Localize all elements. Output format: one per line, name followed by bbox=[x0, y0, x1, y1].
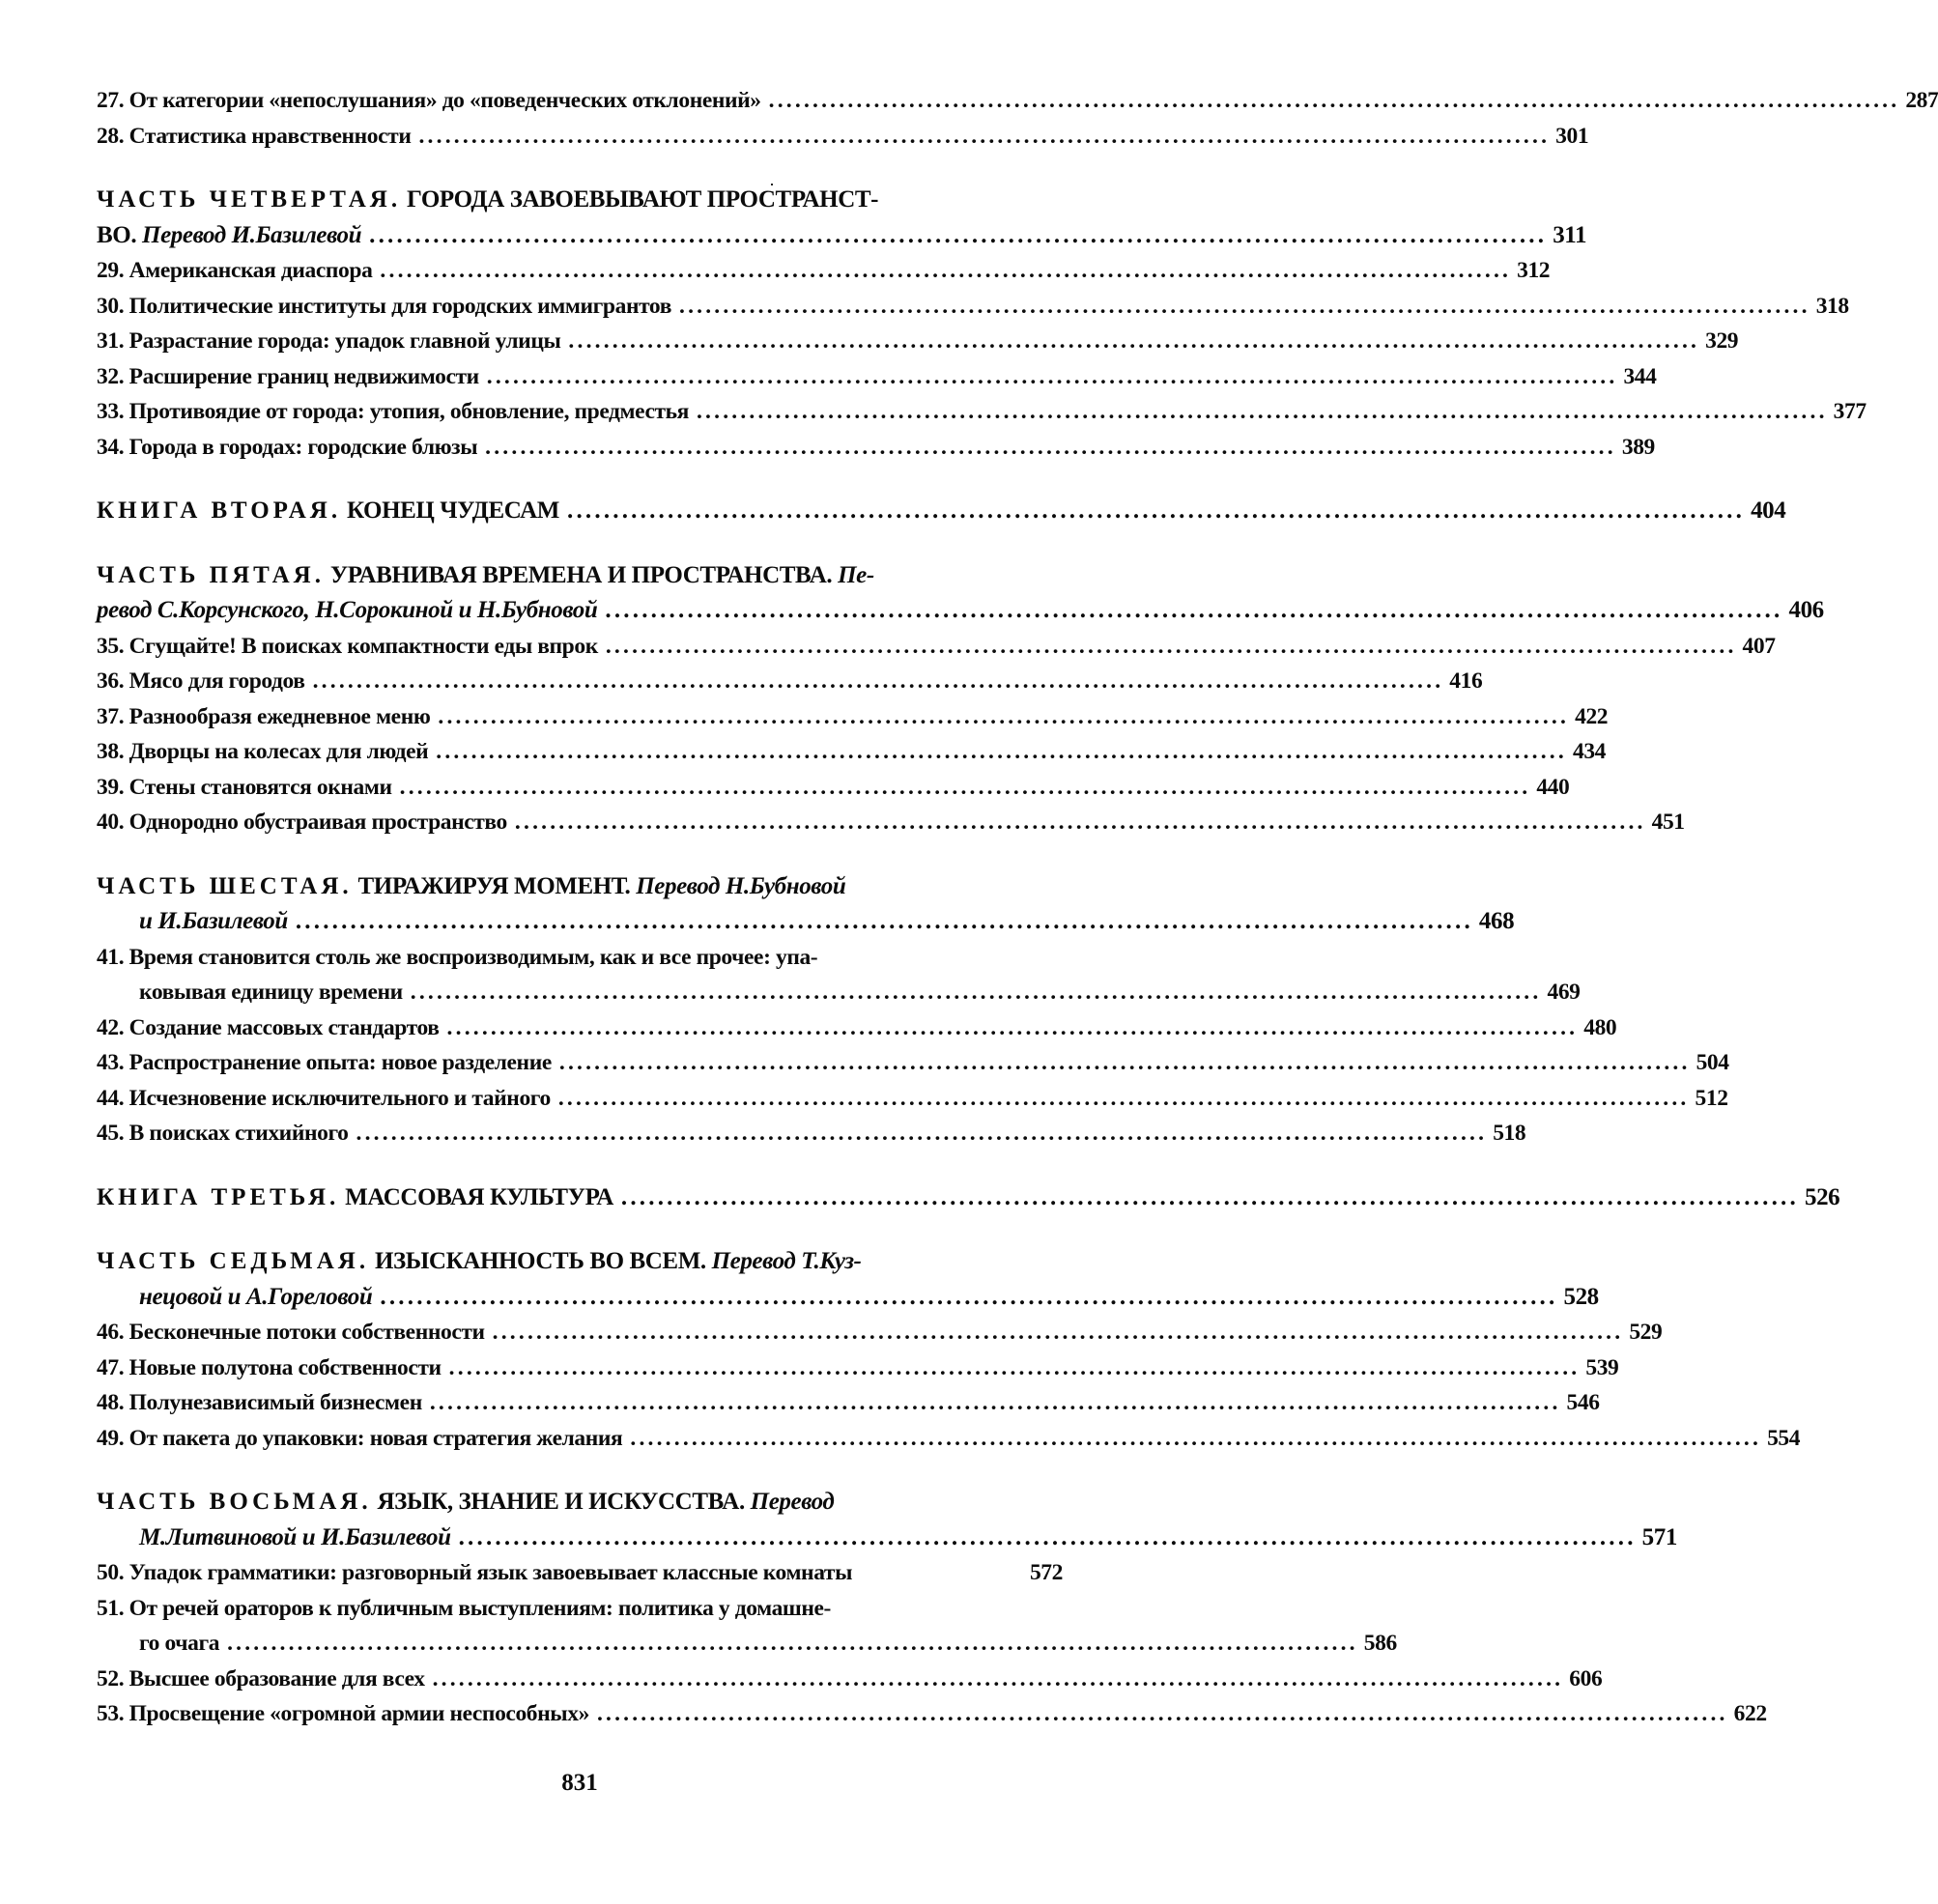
entry-page: 622 bbox=[1733, 1701, 1767, 1726]
part-label: ЧАСТЬ ЧЕТВЕРТАЯ. bbox=[97, 186, 402, 213]
entry-page: 407 bbox=[1742, 633, 1776, 659]
dot-leader: ................................................................................................................................. bbox=[558, 1050, 1691, 1075]
entry-page: 528 bbox=[1563, 1283, 1599, 1310]
entry-page: 318 bbox=[1815, 293, 1849, 319]
entry-title: 34. Города в городах: городские блюзы bbox=[97, 434, 478, 460]
part-title: УРАВНИВАЯ ВРЕМЕНА И ПРОСТРАНСТВА. bbox=[329, 561, 833, 588]
entry-page: 606 bbox=[1569, 1665, 1603, 1691]
book-title: КОНЕЦ ЧУДЕСАМ bbox=[346, 497, 560, 524]
dot-leader: ................................................................................................................................. bbox=[418, 123, 1551, 149]
entry-page: 311 bbox=[1553, 221, 1587, 248]
entry-page: 312 bbox=[1517, 258, 1551, 283]
book-heading-text bbox=[97, 1180, 613, 1216]
entry-title: 27. От категории «непослушания» до «поведенческих отклонений» bbox=[97, 88, 761, 113]
entry-page: 451 bbox=[1651, 810, 1685, 835]
dot-leader: ................................................................................................................................. bbox=[492, 1320, 1624, 1345]
translator: Перевод bbox=[750, 1489, 835, 1515]
part-heading-6[interactable] bbox=[97, 869, 1063, 905]
entry-page: 504 bbox=[1696, 1050, 1729, 1075]
entry-title: 47. Новые полутона собственности bbox=[97, 1354, 442, 1380]
toc-entry-39[interactable] bbox=[97, 770, 1570, 806]
toc-entry-31[interactable] bbox=[97, 324, 1739, 359]
dot-leader: ................................................................................................................................. bbox=[696, 399, 1828, 424]
dot-leader: ................................................................................................................................. bbox=[369, 221, 1548, 248]
toc-entry-40[interactable] bbox=[97, 805, 1685, 840]
toc-entry-53[interactable] bbox=[97, 1696, 1767, 1732]
book-label: КНИГА ТРЕТЬЯ. bbox=[97, 1183, 340, 1210]
toc-entry-35[interactable] bbox=[97, 629, 1776, 665]
book-heading-2[interactable] bbox=[97, 494, 1786, 529]
toc-entry-32[interactable] bbox=[97, 359, 1657, 395]
toc-entry-33[interactable] bbox=[97, 394, 1867, 430]
part-heading-8-cont[interactable] bbox=[97, 1520, 1677, 1556]
entry-page: 389 bbox=[1621, 434, 1655, 460]
translator-cont: М.Литвиновой и И.Базилевой bbox=[139, 1523, 451, 1550]
entry-title: 40. Однородно обустраивая пространство bbox=[97, 810, 507, 835]
dot-leader: ................................................................................................................................. bbox=[768, 88, 1900, 113]
entry-page: 546 bbox=[1566, 1390, 1600, 1415]
entry-title: 36. Мясо для городов bbox=[97, 668, 305, 694]
dot-leader: ................................................................................................................................. bbox=[486, 363, 1618, 389]
entry-title: 46. Бесконечные потоки собственности bbox=[97, 1320, 485, 1345]
toc-entry-46[interactable] bbox=[97, 1315, 1663, 1350]
entry-page: 480 bbox=[1583, 1014, 1617, 1040]
entry-title: 33. Противоядие от города: утопия, обновление, предместья bbox=[97, 399, 689, 424]
dot-leader: ................................................................................................................................. bbox=[630, 1425, 1762, 1451]
translator-cont: ревод С.Корсунского, Н.Сорокиной и Н.Бубновой bbox=[97, 597, 598, 623]
entry-title: 37. Разнообразя ежедневное меню bbox=[97, 703, 431, 729]
entry-title: 29. Американская диаспора bbox=[97, 258, 373, 283]
dot-leader: ................................................................................................................................. bbox=[410, 980, 1542, 1005]
toc-entry-49[interactable] bbox=[97, 1421, 1801, 1457]
dot-leader: ................................................................................................................................. bbox=[399, 774, 1531, 800]
dot-leader: ................................................................................................................................. bbox=[227, 1631, 1358, 1656]
part-label: ЧАСТЬ СЕДЬМАЯ. bbox=[97, 1248, 370, 1274]
entry-page: 344 bbox=[1623, 363, 1657, 389]
entry-title: 48. Полунезависимый бизнесмен bbox=[97, 1390, 422, 1415]
entry-title: 30. Политические институты для городских иммигрантов bbox=[97, 293, 671, 319]
dot-leader: ................................................................................................................................. bbox=[620, 1183, 1799, 1210]
entry-page: 404 bbox=[1751, 497, 1786, 524]
part-heading-5-cont[interactable] bbox=[97, 593, 1824, 629]
entry-page: 377 bbox=[1833, 399, 1867, 424]
entry-title: 50. Упадок грамматики: разговорный язык завоевывает классные комнаты bbox=[97, 1560, 853, 1585]
part-title: ЯЗЫК, ЗНАНИЕ И ИСКУССТВА. bbox=[377, 1489, 745, 1515]
entry-title: 41. Время становится столь же воспроизводимым, как и все прочее: упа- bbox=[97, 944, 818, 970]
toc-entry-48[interactable] bbox=[97, 1385, 1600, 1421]
entry-title-cont: ковывая единицу времени bbox=[139, 980, 403, 1005]
toc-entry-47[interactable] bbox=[97, 1350, 1619, 1386]
entry-page: 406 bbox=[1788, 597, 1824, 623]
dot-leader: ................................................................................................................................. bbox=[429, 1390, 1561, 1415]
dot-leader: ................................................................................................................................. bbox=[380, 1283, 1558, 1310]
entry-page: 329 bbox=[1705, 328, 1739, 354]
entry-page: 571 bbox=[1641, 1523, 1677, 1550]
translator: Пе- bbox=[838, 561, 874, 588]
dot-leader: ................................................................................................................................. bbox=[557, 1085, 1690, 1111]
toc-entry-43[interactable] bbox=[97, 1045, 1729, 1081]
entry-page: 469 bbox=[1547, 980, 1581, 1005]
toc-entry-38[interactable] bbox=[97, 734, 1607, 770]
dot-leader: ................................................................................................................................. bbox=[446, 1014, 1579, 1040]
part-heading-4-cont[interactable] bbox=[97, 218, 1587, 254]
entry-page: 539 bbox=[1585, 1354, 1619, 1380]
entry-title: 44. Исчезновение исключительного и тайного bbox=[97, 1085, 551, 1111]
part-heading-7[interactable] bbox=[97, 1244, 1063, 1280]
book-heading-3[interactable] bbox=[97, 1180, 1840, 1216]
dot-leader: ................................................................................................................................. bbox=[438, 703, 1570, 729]
dot-leader: ................................................................................................................................. bbox=[432, 1665, 1564, 1691]
toc-entry-37[interactable] bbox=[97, 699, 1609, 735]
entry-page: 512 bbox=[1695, 1085, 1728, 1111]
entry-title: 35. Сгущайте! В поисках компактности еды впрок bbox=[97, 633, 598, 659]
entry-title: 45. В поисках стихийного bbox=[97, 1121, 349, 1146]
entry-page: 529 bbox=[1629, 1320, 1663, 1345]
entry-page: 518 bbox=[1493, 1121, 1526, 1146]
entry-title: 38. Дворцы на колесах для людей bbox=[97, 739, 429, 764]
book-heading-text bbox=[97, 494, 559, 529]
entry-title: 51. От речей ораторов к публичным выступлениям: политика у домашне- bbox=[97, 1595, 831, 1621]
part-label: ЧАСТЬ ШЕСТАЯ. bbox=[97, 872, 353, 899]
dot-leader: ................................................................................................................................. bbox=[436, 739, 1567, 764]
toc-entry-27[interactable] bbox=[97, 83, 1938, 119]
translator: Перевод Н.Бубновой bbox=[636, 872, 846, 899]
part-title: ГОРОДА ЗАВОЕВЫВАЮТ ПРОСТРАНСТ- bbox=[406, 186, 879, 213]
entry-page: 468 bbox=[1478, 908, 1515, 934]
entry-title: 31. Разрастание города: упадок главной улицы bbox=[97, 328, 561, 354]
entry-page: 287 bbox=[1905, 88, 1938, 113]
dot-leader: ................................................................................................................................. bbox=[380, 258, 1512, 283]
dot-leader: ................................................................................................................................. bbox=[596, 1701, 1728, 1726]
entry-title: 49. От пакета до упаковки: новая стратегия желания bbox=[97, 1425, 623, 1451]
toc-entry-44[interactable] bbox=[97, 1081, 1728, 1117]
dot-leader: ................................................................................................................................. bbox=[458, 1523, 1637, 1550]
toc-entry-41[interactable] bbox=[97, 940, 1063, 976]
entry-title: 39. Стены становятся окнами bbox=[97, 774, 392, 800]
dot-leader: ................................................................................................................................. bbox=[312, 668, 1444, 694]
toc-entry-30[interactable] bbox=[97, 289, 1849, 325]
entry-title: 52. Высшее образование для всех bbox=[97, 1665, 425, 1691]
dot-leader: ................................................................................................................................. bbox=[679, 293, 1810, 319]
entry-page: 416 bbox=[1449, 668, 1483, 694]
toc-entry-51-cont[interactable] bbox=[97, 1626, 1397, 1662]
table-of-contents bbox=[97, 83, 1938, 1732]
toc-entry-51[interactable] bbox=[97, 1591, 1063, 1627]
part-title: ТИРАЖИРУЯ МОМЕНТ. bbox=[357, 872, 631, 899]
entry-title: 43. Распространение опыта: новое разделение bbox=[97, 1050, 552, 1075]
entry-page: 301 bbox=[1555, 123, 1589, 149]
translator-cont: нецовой и А.Гореловой bbox=[139, 1283, 373, 1310]
dot-leader: ................................................................................................................................. bbox=[356, 1121, 1488, 1146]
entry-title: 42. Создание массовых стандартов bbox=[97, 1014, 440, 1040]
part-label: ЧАСТЬ ВОСЬМАЯ. bbox=[97, 1489, 372, 1515]
toc-entry-34[interactable] bbox=[97, 430, 1655, 466]
entry-page: 434 bbox=[1572, 739, 1607, 764]
toc-entry-52[interactable] bbox=[97, 1662, 1603, 1697]
part-heading-6-cont[interactable] bbox=[97, 904, 1515, 940]
entry-page: 526 bbox=[1804, 1183, 1840, 1210]
part-label: ЧАСТЬ ПЯТАЯ. bbox=[97, 561, 325, 588]
dot-leader: ................................................................................................................................. bbox=[568, 328, 1700, 354]
part-heading-4[interactable] bbox=[97, 183, 1063, 218]
dot-leader: ................................................................................................................................. bbox=[485, 434, 1616, 460]
dot-leader: ................................................................................................................................. bbox=[605, 633, 1737, 659]
entry-title: 53. Просвещение «огромной армии неспособных» bbox=[97, 1701, 589, 1726]
part-heading-5[interactable] bbox=[97, 558, 1063, 594]
dot-leader: ................................................................................................................................. bbox=[605, 597, 1783, 623]
entry-page: 572 bbox=[1029, 1560, 1063, 1585]
entry-page: 554 bbox=[1767, 1425, 1801, 1451]
dot-leader: ................................................................................................................................. bbox=[514, 810, 1646, 835]
page-number: 831 bbox=[561, 1770, 598, 1796]
toc-entry-36[interactable] bbox=[97, 664, 1483, 699]
dot-leader: ................................................................................................................................. bbox=[448, 1354, 1581, 1380]
entry-title-cont: го очага bbox=[139, 1631, 220, 1656]
book-label: КНИГА ВТОРАЯ. bbox=[97, 497, 342, 524]
translator-cont: и И.Базилевой bbox=[139, 908, 288, 934]
toc-entry-42[interactable] bbox=[97, 1010, 1617, 1046]
entry-title: 32. Расширение границ недвижимости bbox=[97, 363, 479, 389]
translator: Перевод Т.Куз- bbox=[711, 1248, 862, 1274]
entry-page: 422 bbox=[1575, 703, 1609, 729]
translator: Перевод И.Базилевой bbox=[142, 221, 362, 248]
entry-title: 28. Статистика нравственности bbox=[97, 123, 412, 149]
part-heading-7-cont[interactable] bbox=[97, 1280, 1599, 1316]
toc-entry-50[interactable] bbox=[97, 1555, 1063, 1591]
part-title-cont: ВО. Перевод И.Базилевой bbox=[97, 221, 362, 248]
part-title: ИЗЫСКАННОСТЬ ВО ВСЕМ. bbox=[374, 1248, 706, 1274]
toc-entry-29[interactable] bbox=[97, 253, 1551, 289]
entry-page: 440 bbox=[1536, 774, 1570, 800]
book-title: МАССОВАЯ КУЛЬТУРА bbox=[345, 1183, 613, 1210]
toc-entry-41-cont[interactable] bbox=[97, 975, 1581, 1010]
dot-leader: ................................................................................................................................. bbox=[295, 908, 1473, 934]
dot-leader: ................................................................................................................................. bbox=[567, 497, 1746, 524]
entry-page: 586 bbox=[1363, 1631, 1397, 1656]
toc-entry-45[interactable] bbox=[97, 1116, 1526, 1151]
toc-entry-28[interactable] bbox=[97, 119, 1589, 155]
part-heading-8[interactable] bbox=[97, 1485, 1063, 1520]
